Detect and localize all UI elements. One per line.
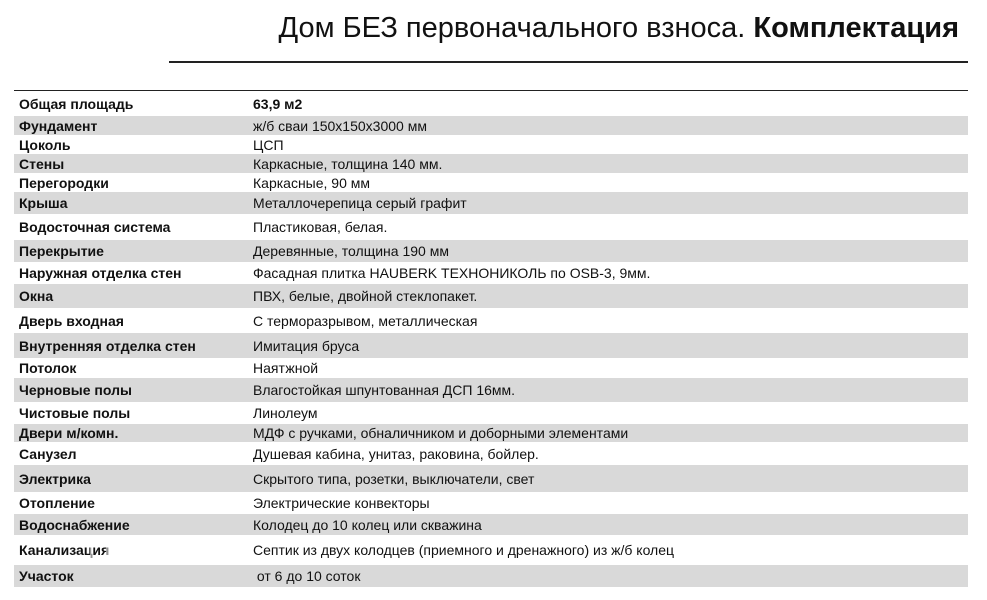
spec-value: Фасадная плитка HAUBERK ТЕХНОНИКОЛЬ по OSB-3, 9мм. [253,265,651,281]
spec-row-total-area [14,91,968,116]
spec-value: Линолеум [253,405,318,421]
spec-value: Каркасные, толщина 140 мм. [253,155,443,172]
spec-row [14,358,968,378]
title-divider [169,61,968,63]
spec-label: Участок [19,568,74,584]
spec-value: Деревянные, толщина 190 мм [253,243,449,259]
spec-row [14,154,968,173]
spec-row [14,333,968,358]
spec-row [14,465,968,492]
spec-row [14,214,968,240]
spec-value: ж/б сваи 150х150х3000 мм [253,117,427,134]
spec-label: Канализация [19,542,110,558]
watermark-text: ДОМКЛИК [114,542,216,563]
spec-value: Имитация бруса [253,337,360,354]
spec-label: Внутренняя отделка стен [19,337,196,354]
spec-row [14,565,968,587]
page-title-main: Дом БЕЗ первоначального взноса. [278,12,746,44]
spec-label: Стены [19,155,65,172]
spec-value: Душевая кабина, унитаз, раковина, бойлер. [253,445,539,462]
spec-row [14,514,968,535]
spec-value: от 6 до 10 соток [253,568,361,584]
spec-label: Черновые полы [19,382,132,398]
spec-value: Влагостойкая шпунтованная ДСП 16мм. [253,382,516,398]
spec-value: Металлочерепица серый графит [253,195,467,211]
spec-value: Септик из двух колодцев (приемного и дренажного) из ж/б колец [253,542,675,558]
spec-label: Водосточная система [19,219,171,235]
spec-row [14,378,968,402]
page-title [279,8,959,48]
spec-row [14,262,968,284]
spec-row [14,116,968,135]
spec-label: Дверь входная [19,312,124,329]
spec-label: Отопление [19,495,95,511]
specs-table [14,90,968,587]
spec-label: Общая площадь [19,95,134,112]
spec-row [14,402,968,424]
spec-label: Санузел [19,445,77,462]
spec-row [14,424,968,442]
spec-value: Скрытого типа, розетки, выключатели, свет [253,470,535,487]
spec-row [14,284,968,308]
spec-value: 63,9 м2 [253,95,303,112]
spec-label: Потолок [19,360,77,376]
spec-label: Чистовые полы [19,405,131,421]
spec-value: Наятжной [253,360,319,376]
spec-row [14,240,968,262]
spec-label: Водоснабжение [19,516,130,533]
spec-label: Двери м/комн. [19,425,119,441]
spec-value: Пластиковая, белая. [253,219,388,235]
spec-label: Крыша [19,195,68,211]
spec-row [14,308,968,333]
spec-value: ЦСП [253,136,284,153]
spec-value: Электрические конвекторы [253,495,430,511]
spec-value: МДФ с ручками, обналичником и доборными элементами [253,425,629,441]
spec-label: Фундамент [19,117,98,134]
spec-row [14,442,968,465]
spec-row [14,192,968,214]
spec-value: Каркасные, 90 мм [253,174,371,191]
spec-label: Перекрытие [19,243,104,259]
spec-value: ПВХ, белые, двойной стеклопакет. [253,288,478,304]
spec-row [14,135,968,154]
spec-label: Наружная отделка стен [19,265,182,281]
spec-label: Окна [19,288,54,304]
spec-row [14,492,968,514]
spec-label: Перегородки [19,174,109,191]
page-title-accent: Комплектация [753,12,959,44]
spec-row [14,173,968,192]
spec-value: Колодец до 10 колец или скважина [253,516,482,533]
spec-label: Электрика [19,470,91,487]
spec-value: С терморазрывом, металлическая [253,312,478,329]
spec-row [14,535,968,565]
spec-label: Цоколь [19,136,71,153]
